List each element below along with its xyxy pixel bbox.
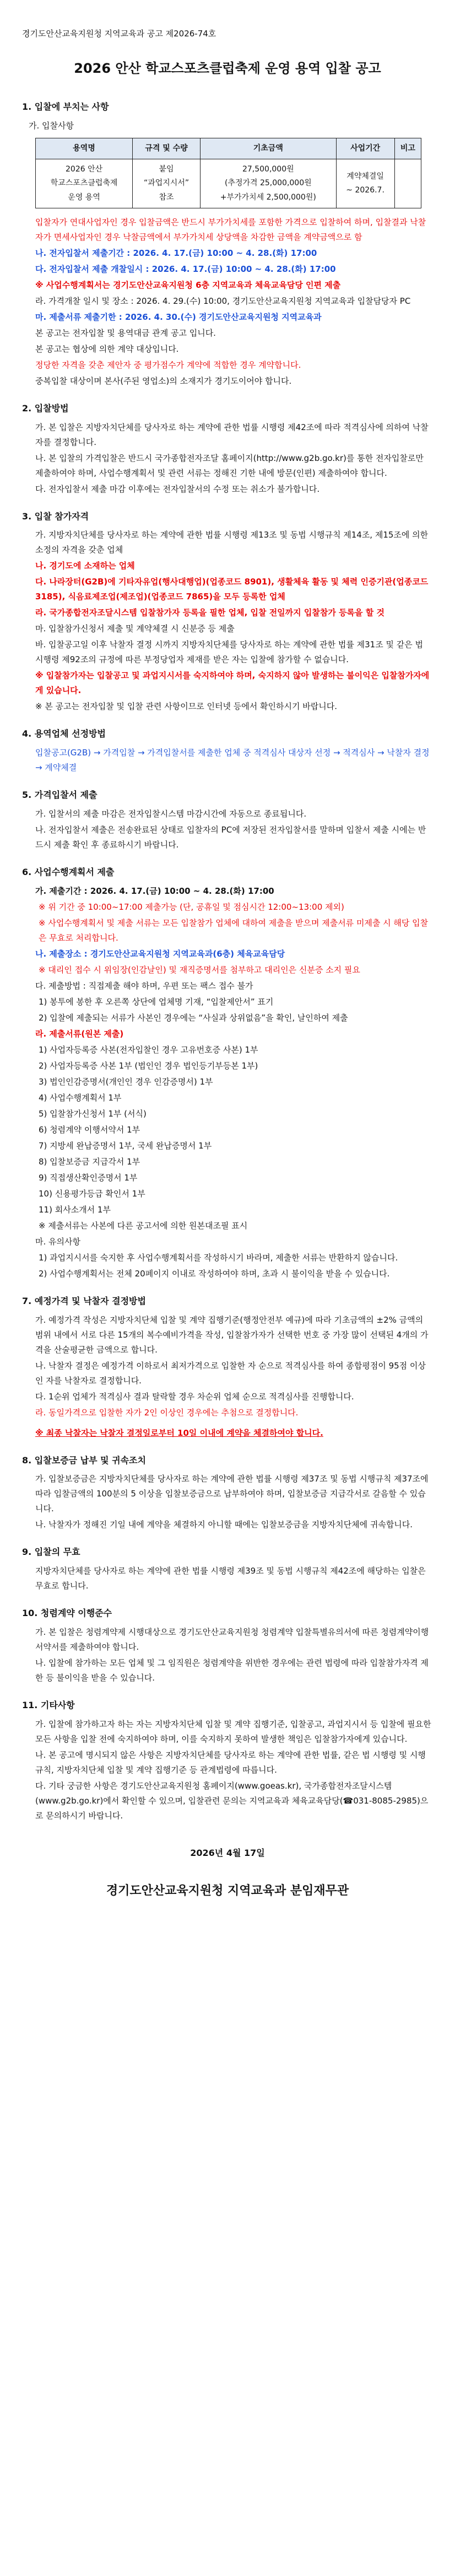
paragraph: 3) 법인인감증명서(개인인 경우 인감증명서) 1부 bbox=[39, 1076, 213, 1087]
paragraph: 2) 입찰에 제출되는 서류가 사본인 경우에는 “사실과 상위없음”을 확인, 날인하여 제출 bbox=[39, 1012, 348, 1023]
paragraph: 라. 동일가격으로 입찰한 자가 2인 이상인 경우에는 추첨으로 결정합니다. bbox=[35, 1407, 299, 1418]
paragraph: 2) 사업자등록증 사본 1부 (법인인 경우 법인등기부등본 1부) bbox=[39, 1060, 258, 1071]
paragraph: ※ 본 공고는 전자입찰 및 입찰 관련 사항이므로 인터넷 등에서 확인하시기 바랍니다. bbox=[35, 701, 337, 712]
paragraph: 6) 청렴계약 이행서약서 1부 bbox=[39, 1124, 140, 1135]
spec-cell: 붙임 “과업지시서” 참조 bbox=[133, 159, 201, 208]
section-title: 9. 입찰의 무효 bbox=[22, 1547, 80, 1558]
table-header: 용역명 bbox=[36, 138, 133, 159]
paragraph: 1) 봉투에 봉한 후 오른쪽 상단에 업체명 기재, “입찰제안서” 표기 bbox=[39, 996, 274, 1007]
issuing-organization: 경기도안산교육지원청 지역교육과 분임재무관 bbox=[106, 1883, 349, 1898]
paragraph: 가. 입찰보증금은 지방자치단체를 당사자로 하는 계약에 관한 법률 시행령 제37조 및 동법 시행규칙 제37조에 따라 입찰금액의 100분의 5 이상을 입찰보증금으로 납부하여야 하며, 입찰보증금 지급각서로 갈음할 수 있습니다. bbox=[35, 1474, 429, 1514]
paragraph: 1) 과업지시서를 숙지한 후 사업수행계획서를 작성하시기 바라며, 제출한 서류는 반환하지 않습니다. bbox=[39, 1252, 398, 1263]
paragraph: 나. 제출장소 : 경기도안산교육지원청 지역교육과(6층) 체육교육담당 bbox=[35, 948, 285, 959]
table-header: 비고 bbox=[394, 138, 421, 159]
paragraph: 나. 낙찰자 결정은 예정가격 이하로서 최저가격으로 입찰한 자 순으로 적격심사를 하여 종합평점이 95점 이상인 자를 낙찰자로 결정합니다. bbox=[35, 1360, 426, 1386]
paragraph: 다. 전자입찰서 제출 개찰일시 : 2026. 4. 17.(금) 10:00 ~ 4. 28.(화) 17:00 bbox=[35, 264, 336, 274]
paragraph: 2) 사업수행계획서는 전체 20페이지 이내로 작성하여야 하며, 초과 시 불이익을 받을 수 있습니다. bbox=[39, 1268, 390, 1279]
paragraph: 가. 지방자치단체를 당사자로 하는 계약에 관한 법률 시행령 제13조 및 동법 시행규칙 제14조, 제15조에 의한 소정의 자격을 갖춘 업체 bbox=[35, 530, 429, 555]
paragraph: 나. 입찰에 참가하는 모든 업체 및 그 임직원은 청렴계약을 위반한 경우에는 관련 법령에 따라 입찰참가자격 제한 등 불이익을 받을 수 있습니다. bbox=[35, 1657, 429, 1683]
subsection-title: 가. 입찰사항 bbox=[29, 120, 74, 131]
paragraph: 다. 제출방법 : 직접제출 해야 하며, 우편 또는 팩스 접수 불가 bbox=[35, 980, 253, 991]
table-header: 기초금액 bbox=[200, 138, 336, 159]
section-3 bbox=[22, 509, 433, 715]
section-title: 2. 입찰방법 bbox=[22, 402, 69, 414]
section-10 bbox=[22, 1606, 433, 1686]
paragraph: 11) 회사소개서 1부 bbox=[39, 1204, 111, 1215]
paragraph: 입찰자가 연대사업자인 경우 입찰금액은 반드시 부가가치세를 포함한 가격으로 입찰하여 하며, 입찰결과 낙찰자가 면세사업자인 경우 낙찰금액에서 부가가치세 상당액을 차감한 금액을 계약금액으로 함 bbox=[35, 217, 426, 242]
section-8 bbox=[22, 1453, 433, 1533]
paragraph: 8) 입찰보증금 지급각서 1부 bbox=[39, 1156, 140, 1167]
section-6 bbox=[22, 865, 433, 1281]
section-5 bbox=[22, 787, 433, 852]
paragraph: ※ 입찰참가자는 입찰공고 및 과업지시서를 숙지하여야 하며, 숙지하지 않아 발생하는 불이익은 입찰참가자에게 있습니다. bbox=[35, 670, 430, 696]
base-amount-cell: 27,500,000원 (추정가격 25,000,000원 +부가가치세 2,500,000원) bbox=[200, 159, 336, 208]
paragraph: 나. 전자입찰서 제출기간 : 2026. 4. 17.(금) 10:00 ~ 4. 28.(화) 17:00 bbox=[35, 248, 317, 258]
paragraph: ※ 제출서류는 사본에 다른 공고서에 의한 원본대조필 표시 bbox=[39, 1220, 248, 1231]
paragraph: 9) 직접생산확인증명서 1부 bbox=[39, 1172, 138, 1183]
section-title: 8. 입찰보증금 납부 및 귀속조치 bbox=[22, 1455, 146, 1466]
announcement-date: 2026년 4월 17일 bbox=[190, 1847, 265, 1858]
paragraph: 가. 제출기간 : 2026. 4. 17.(금) 10:00 ~ 4. 28.(화) 17:00 bbox=[35, 886, 274, 896]
section-9 bbox=[22, 1544, 433, 1593]
paragraph: 마. 입찰참가신청서 제출 및 계약체결 시 신분증 등 제출 bbox=[35, 624, 235, 634]
paragraph: 나. 본 입찰의 가격입찰은 반드시 국가종합전자조달 홈페이지(http://www.g2b.go.kr)를 통한 전자입찰로만 제출하여야 하며, 사업수행계획서 및 관련 서류는 정해진 기한 내에 방문(인편) 제출하여야 합니다. bbox=[35, 453, 424, 478]
section-1 bbox=[22, 99, 433, 389]
section-title: 11. 기타사항 bbox=[22, 1699, 75, 1710]
paragraph: 나. 낙찰자가 정해진 기일 내에 계약을 체결하지 아니할 때에는 입찰보증금을 지방자치단체에 귀속합니다. bbox=[35, 1520, 413, 1530]
table-header: 규격 및 수량 bbox=[133, 138, 201, 159]
paragraph: 다. 전자입찰서 제출 마감 이후에는 전자입찰서의 수정 또는 취소가 불가합니다. bbox=[35, 484, 320, 494]
paragraph: 바. 입찰공고일 이후 낙찰자 결정 시까지 지방자치단체를 당사자로 하는 계약에 관한 법률 제31조 및 같은 법 시행령 제92조의 규정에 따른 부정당업자 제재를 받은 자는 입찰에 참가할 수 없습니다. bbox=[35, 640, 423, 665]
section-title: 5. 가격입찰서 제출 bbox=[22, 790, 98, 801]
section-title: 7. 예정가격 및 낙찰자 결정방법 bbox=[22, 1295, 146, 1306]
paragraph: 라. 가격개찰 일시 및 장소 : 2026. 4. 29.(수) 10:00, 경기도안산교육지원청 지역교육과 입찰담당자 PC bbox=[35, 296, 411, 306]
section-title: 6. 사업수행계획서 제출 bbox=[22, 866, 115, 877]
paragraph: 마. 제출서류 제출기한 : 2026. 4. 30.(수) 경기도안산교육지원청 지역교육과 bbox=[35, 312, 322, 322]
paragraph: 라. 국가종합전자조달시스템 입찰참가자 등록을 필한 업체, 입찰 전일까지 입찰참가 등록을 할 것 bbox=[35, 608, 384, 618]
paragraph: 다. 기타 궁금한 사항은 경기도안산교육지원청 홈페이지(www.goeas.kr), 국가종합전자조달시스템(www.g2b.go.kr)에서 확인할 수 있으며, 입찰관련 문의는 지역교육과 체육교육담당(☎031-8085-2985)으로 문의하시기 바랍니다. bbox=[35, 1780, 429, 1821]
paragraph: 가. 본 입찰은 지방자치단체를 당사자로 하는 계약에 관한 법률 시행령 제42조에 따라 적격심사에 의하여 낙찰자를 결정합니다. bbox=[35, 422, 429, 447]
paragraph: 마. 유의사항 bbox=[35, 1236, 80, 1247]
paragraph: 5) 입찰참가신청서 1부 (서식) bbox=[39, 1108, 147, 1119]
paragraph: 가. 입찰에 참가하고자 하는 자는 지방자치단체 입찰 및 계약 집행기준, 입찰공고, 과업지시서 등 입찰에 필요한 모든 사항을 입찰 전에 숙지하여야 하며, 이를 숙지하지 못하여 발생한 책임은 입찰참가자에게 있습니다. bbox=[35, 1719, 431, 1744]
paragraph: ※ 사업수행계획서는 경기도안산교육지원청 6층 지역교육과 체육교육담당 인편 제출 bbox=[35, 280, 341, 290]
paragraph: 중복입찰 대상이며 본사(주된 영업소)의 소재지가 경기도이어야 합니다. bbox=[35, 375, 292, 386]
document-number: 경기도안산교육지원청 지역교육과 공고 제2026-74호 bbox=[22, 29, 216, 39]
paragraph: 10) 신용평가등급 확인서 1부 bbox=[39, 1188, 145, 1199]
bid-items-table bbox=[35, 138, 421, 208]
section-11 bbox=[22, 1698, 433, 1823]
paragraph: 다. 나라장터(G2B)에 기타자유업(행사대행업)(업종코드 8901), 생활체육 활동 및 체력 인증기관(업종코드 3185), 식음료제조업(제조업)(업종코드 7865)을 모두 등록한 업체 bbox=[35, 577, 429, 602]
paragraph: 라. 제출서류(원본 제출) bbox=[35, 1028, 124, 1039]
paragraph: 가. 예정가격 작성은 지방자치단체 입찰 및 계약 집행기준(행정안전부 예규)에 따라 기초금액의 ±2% 금액의 범위 내에서 서로 다른 15개의 복수예비가격을 작성, 입찰참가자가 선택한 번호 중 가장 많이 선택된 4개의 가격을 산술평균한 금액으로 합니다. bbox=[35, 1314, 429, 1355]
paragraph: ※ 사업수행계획서 및 제출 서류는 모든 입찰참가 업체에 대하여 제출을 받으며 제출서류 미제출 시 해당 입찰은 무효로 처리합니다. bbox=[39, 917, 429, 943]
paragraph: 지방자치단체를 당사자로 하는 계약에 관한 법률 시행령 제39조 및 동법 시행규칙 제42조에 해당하는 입찰은 무효로 합니다. bbox=[35, 1566, 426, 1591]
paragraph: ※ 대리인 접수 시 위임장(인감날인) 및 재직증명서를 첨부하고 대리인은 신분증 소지 필요 bbox=[39, 964, 360, 975]
paragraph: 나. 전자입찰서 제출은 전송완료된 상태로 입찰자의 PC에 저장된 전자입찰서를 말하며 입찰서 제출 시에는 반드시 제출 확인 후 종료하시기 바랍니다. bbox=[35, 824, 426, 850]
note-cell bbox=[394, 159, 421, 208]
paragraph: 나. 본 공고에 명시되지 않은 사항은 지방자치단체를 당사자로 하는 계약에 관한 법률, 같은 법 시행령 및 시행규칙, 지방자치단체 입찰 및 계약 집행기준 등 관계법령에 따릅니다. bbox=[35, 1749, 426, 1775]
section-4 bbox=[22, 726, 433, 775]
notice-line: ※ 최종 낙찰자는 낙찰자 결정일로부터 10일 이내에 계약을 체결하여야 합니다. bbox=[35, 1427, 323, 1438]
section-7 bbox=[22, 1294, 433, 1441]
paragraph: 4) 사업수행계획서 1부 bbox=[39, 1092, 122, 1103]
paragraph: 입찰공고(G2B) → 가격입찰 → 가격입찰서를 제출한 업체 중 적격심사 대상자 선정 → 적격심사 → 낙찰자 결정 → 계약체결 bbox=[35, 748, 430, 773]
period-cell: 계약체결일 ~ 2026.7. bbox=[336, 159, 394, 208]
paragraph: 가. 본 입찰은 청렴계약제 시행대상으로 경기도안산교육지원청 청렴계약 입찰특별유의서에 따른 청렴계약이행서약서를 제출하여야 합니다. bbox=[35, 1627, 429, 1652]
section-title: 3. 입찰 참가자격 bbox=[22, 511, 89, 522]
section-title: 4. 용역업체 선정방법 bbox=[22, 728, 106, 739]
service-name-cell: 2026 안산 학교스포츠클럽축제 운영 용역 bbox=[36, 159, 133, 208]
section-title: 10. 청렴계약 이행준수 bbox=[22, 1608, 112, 1619]
paragraph: 1) 사업자등록증 사본(전자입찰인 경우 고유번호증 사본) 1부 bbox=[39, 1044, 258, 1055]
section-2 bbox=[22, 401, 433, 497]
paragraph: ※ 위 기간 중 10:00~17:00 제출가능 (단, 공휴일 및 점심시간 12:00~13:00 제외) bbox=[39, 901, 344, 912]
paragraph: 본 공고는 협상에 의한 계약 대상입니다. bbox=[35, 344, 179, 354]
paragraph: 나. 경기도에 소재하는 업체 bbox=[35, 561, 135, 571]
document-title: 2026 안산 학교스포츠클럽축제 운영 용역 입찰 공고 bbox=[74, 61, 381, 76]
paragraph: 7) 지방세 완납증명서 1부, 국세 완납증명서 1부 bbox=[39, 1140, 212, 1151]
table-header: 사업기간 bbox=[336, 138, 394, 159]
paragraph: 다. 1순위 업체가 적격심사 결과 탈락할 경우 차순위 업체 순으로 적격심사를 진행합니다. bbox=[35, 1391, 354, 1402]
section-title: 1. 입찰에 부치는 사항 bbox=[22, 101, 109, 112]
paragraph: 본 공고는 전자입찰 및 용역대금 관계 공고 입니다. bbox=[35, 328, 216, 338]
paragraph: 정당한 자격을 갖춘 제안자 중 평가점수가 계약에 적합한 경우 계약합니다. bbox=[35, 359, 301, 370]
table-row bbox=[36, 159, 421, 208]
paragraph: 가. 입찰서의 제출 마감은 전자입찰시스템 마감시간에 자동으로 종료됩니다. bbox=[35, 808, 307, 819]
